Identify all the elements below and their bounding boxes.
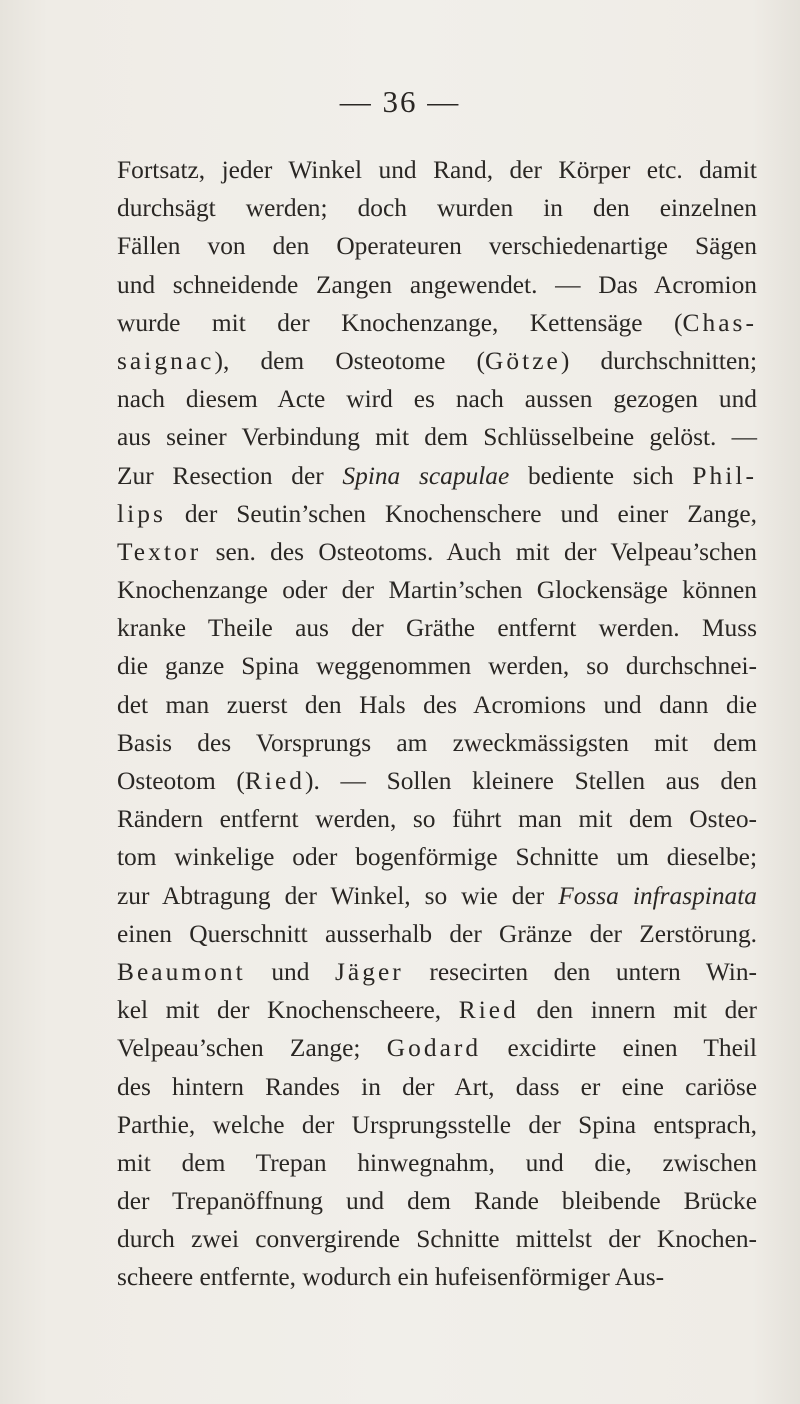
- text-segment: sen. des Osteotoms. Auch mit der Velpeau’schen: [201, 537, 757, 566]
- text-segment: Fällen von den Operateuren verschiedenartige Sägen: [117, 232, 757, 261]
- spaced-name: Ried: [244, 767, 306, 795]
- text-segment: Osteotom (: [117, 767, 245, 795]
- text-segment: bediente sich: [509, 461, 693, 490]
- text-line: [117, 1144, 757, 1182]
- text-line: [117, 457, 757, 495]
- text-line: [117, 189, 757, 227]
- text-line: [117, 609, 757, 647]
- text-line: [117, 151, 757, 189]
- text-line: [117, 1068, 757, 1106]
- text-segment: und schneidende Zangen angewendet. — Das Acromion: [117, 270, 757, 299]
- text-line: [117, 1258, 757, 1296]
- text-line: [117, 227, 757, 265]
- text-segment: resecirten den untern Win-: [403, 957, 757, 986]
- page-number: — 36 —: [339, 84, 461, 119]
- body-text: [117, 151, 757, 1297]
- text-line: [117, 915, 757, 953]
- text-segment: Velpeau’schen Zange;: [117, 1034, 387, 1063]
- spaced-name: Ried: [458, 996, 519, 1025]
- text-segment: wurde mit der Knochenzange, Kettensäge (: [117, 308, 683, 337]
- text-segment: excidirte einen Theil: [481, 1034, 757, 1063]
- text-segment: der Trepanöffnung und dem Rande bleibende Brücke: [117, 1187, 757, 1216]
- text-line: [117, 762, 757, 800]
- text-line: [117, 647, 757, 685]
- spaced-name: saignac: [117, 346, 215, 375]
- text-segment: ) durchschnitten;: [560, 346, 757, 375]
- text-segment: Knochenzange oder der Martin’schen Glockensäge können: [117, 576, 757, 605]
- text-segment: nach diesem Acte wird es nach aussen gezogen und: [117, 385, 757, 414]
- text-segment: Rändern entfernt werden, so führt man mit dem Osteo-: [117, 805, 757, 834]
- italic-term: Fossa infraspinata: [558, 881, 757, 910]
- text-segment: tom winkelige oder bogenförmige Schnitte um dieselbe;: [117, 843, 757, 872]
- text-segment: die ganze Spina weggenommen werden, so durchschnei-: [117, 652, 757, 681]
- text-segment: durchsägt werden; doch wurden in den einzelnen: [117, 194, 757, 223]
- text-segment: Zur Resection der: [117, 461, 343, 490]
- text-line: [117, 800, 757, 838]
- text-segment: mit dem Trepan hinwegnahm, und die, zwischen: [117, 1148, 757, 1177]
- text-segment: kel mit der Knochenscheere,: [117, 996, 459, 1025]
- text-segment: und: [245, 957, 335, 986]
- spaced-name: Beaumont: [117, 957, 246, 986]
- text-line: [117, 1220, 757, 1258]
- text-segment: einen Querschnitt ausserhalb der Gränze der Zerstörung.: [117, 919, 757, 948]
- italic-term: Spina scapulae: [342, 461, 510, 490]
- text-segment: Parthie, welche der Ursprungsstelle der Spina entsprach,: [117, 1110, 757, 1139]
- text-segment: des hintern Randes in der Art, dass er eine cariöse: [117, 1072, 757, 1101]
- text-line: [117, 991, 757, 1029]
- spaced-name: Phil-: [692, 461, 757, 490]
- spaced-name: Götze: [484, 346, 561, 375]
- text-line: [117, 1029, 757, 1067]
- text-line: [117, 1106, 757, 1144]
- text-segment: ). — Sollen kleinere Stellen aus den: [305, 767, 757, 795]
- text-segment: det man zuerst den Hals des Acromions und dann die: [117, 690, 757, 719]
- text-segment: zur Abtragung der Winkel, so wie der: [117, 881, 559, 910]
- text-line: [117, 495, 757, 533]
- text-segment: der Seutin’schen Knochenschere und einer Zange,: [165, 499, 757, 528]
- text-line: [117, 838, 757, 876]
- text-segment: Basis des Vorsprungs am zweckmässigsten mit dem: [117, 728, 757, 757]
- text-line: [117, 686, 757, 724]
- text-line: [117, 266, 757, 304]
- text-line: [117, 1182, 757, 1220]
- text-line: [117, 953, 757, 991]
- spaced-name: Godard: [386, 1034, 482, 1063]
- spaced-name: lips: [117, 499, 166, 528]
- text-line: [117, 571, 757, 609]
- text-line: [117, 304, 757, 342]
- text-line: [117, 724, 757, 762]
- text-line: [117, 342, 757, 380]
- text-segment: kranke Theile aus der Gräthe entfernt werden. Muss: [117, 614, 757, 643]
- text-line: [117, 877, 757, 915]
- spaced-name: Chas-: [682, 308, 757, 337]
- text-segment: scheere entfernte, wodurch ein hufeisenförmiger Aus-: [117, 1263, 665, 1292]
- spaced-name: Textor: [117, 537, 202, 566]
- text-line: [117, 418, 757, 456]
- text-segment: durch zwei convergirende Schnitte mittelst der Knochen-: [117, 1225, 757, 1254]
- text-line: [117, 533, 757, 571]
- text-segment: aus seiner Verbindung mit dem Schlüsselbeine gelöst. —: [117, 423, 757, 452]
- text-segment: den innern mit der: [518, 996, 757, 1025]
- spaced-name: Jäger: [334, 957, 404, 986]
- text-line: [117, 380, 757, 418]
- text-segment: Fortsatz, jeder Winkel und Rand, der Körper etc. damit: [117, 156, 757, 184]
- text-segment: ), dem Osteotome (: [214, 346, 485, 375]
